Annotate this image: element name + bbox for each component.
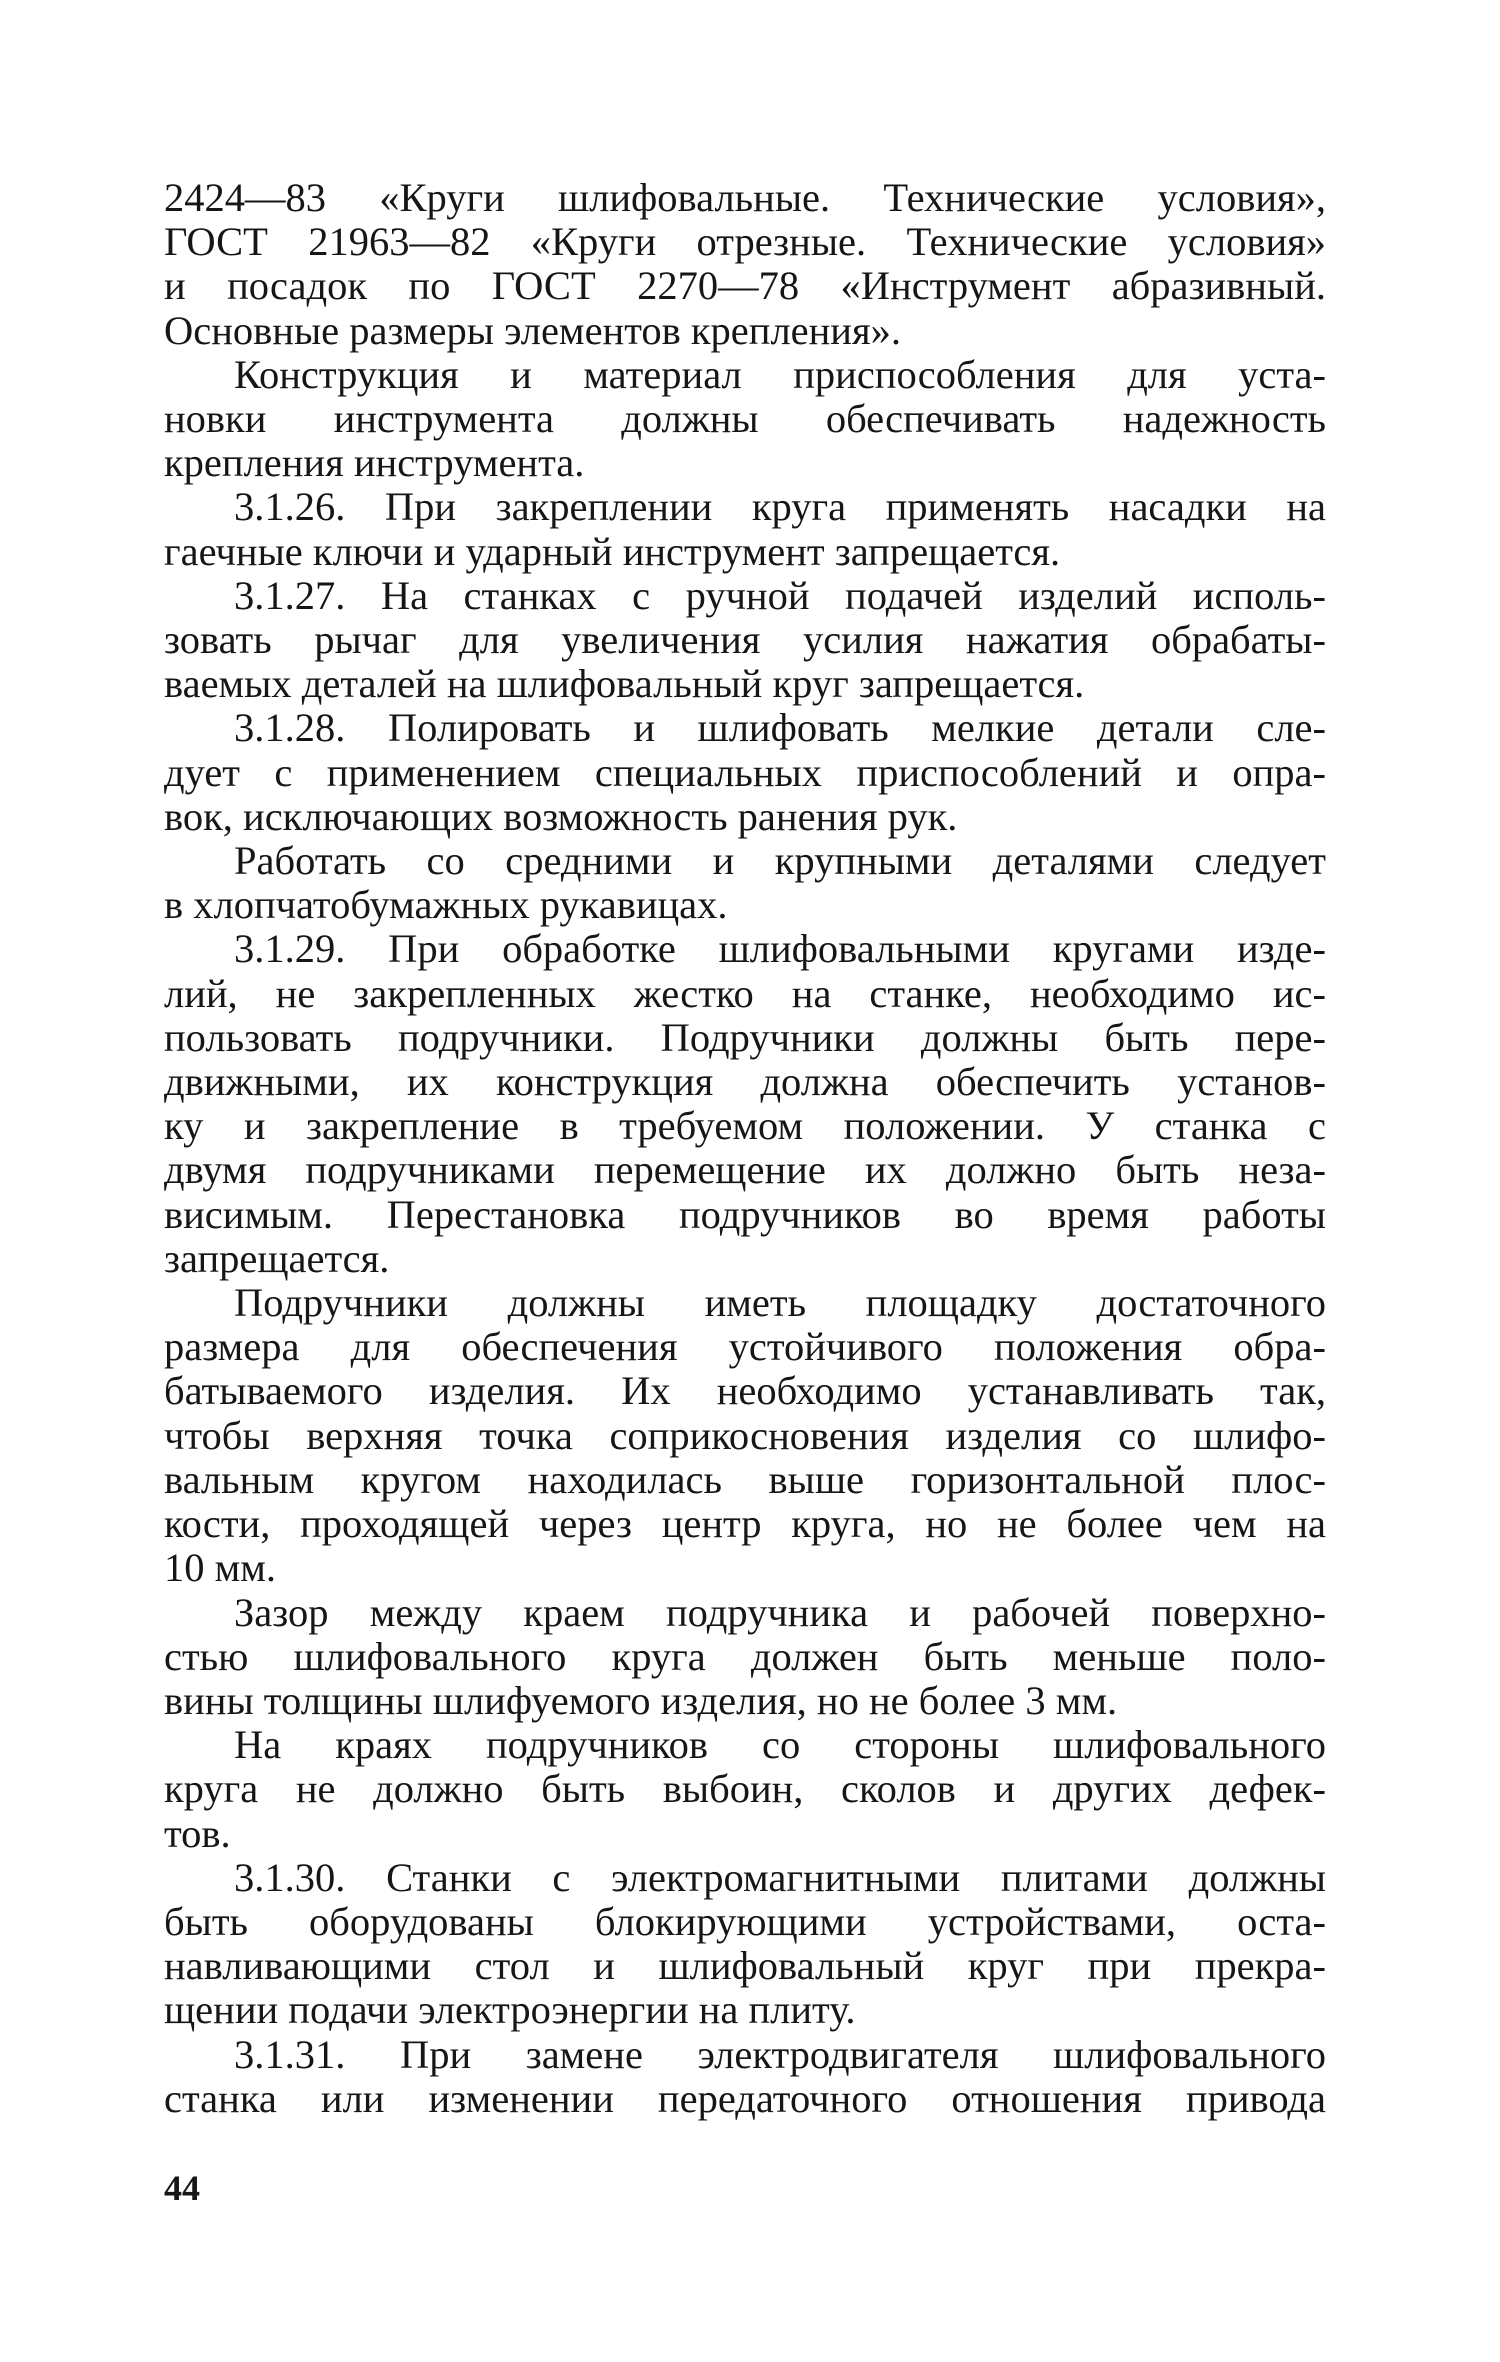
text-line: круга не должно быть выбоин, сколов и других дефек- xyxy=(164,1766,1326,1812)
paragraph-fixture-design xyxy=(164,353,1326,486)
text-line: щении подачи электроэнергии на плиту. xyxy=(164,1987,856,2033)
text-line: гаечные ключи и ударный инструмент запрещается. xyxy=(164,528,1061,574)
paragraph-gloves xyxy=(164,839,1326,927)
text-line: навливающими стол и шлифовальный круг при прекра- xyxy=(164,1943,1326,1989)
text-line: 3.1.31. При замене электродвигателя шлифовального xyxy=(234,2031,1326,2077)
paragraph-3-1-30 xyxy=(164,1856,1326,2033)
text-line: чтобы верхняя точка соприкосновения изделия со шлифо- xyxy=(164,1412,1326,1458)
text-line: Подручники должны иметь площадку достаточного xyxy=(234,1280,1326,1326)
text-line: быть оборудованы блокирующими устройствами, оста- xyxy=(164,1898,1326,1944)
paragraph-3-1-31 xyxy=(164,2033,1326,2121)
text-line: вок, исключающих возможность ранения рук. xyxy=(164,793,958,839)
text-line: двумя подручниками перемещение их должно быть неза- xyxy=(164,1147,1326,1193)
text-line: вины толщины шлифуемого изделия, но не более 3 мм. xyxy=(164,1677,1118,1723)
page-number: 44 xyxy=(164,2168,200,2208)
text-line: 3.1.30. Станки с электромагнитными плитами должны xyxy=(234,1854,1326,1900)
text-line: запрещается. xyxy=(164,1235,390,1281)
text-line: лий, не закрепленных жестко на станке, необходимо ис- xyxy=(164,970,1326,1016)
text-line: размера для обеспечения устойчивого положения обра- xyxy=(164,1324,1326,1370)
text-line: 3.1.28. Полировать и шлифовать мелкие детали сле- xyxy=(234,705,1326,751)
paragraph-edges xyxy=(164,1723,1326,1856)
text-line: батываемого изделия. Их необходимо устанавливать так, xyxy=(164,1368,1326,1414)
text-line: новки инструмента должны обеспечивать надежность xyxy=(164,396,1326,442)
text-line: станка или изменении передаточного отношения привода xyxy=(164,2075,1326,2121)
text-line: в хлопчатобумажных рукавицах. xyxy=(164,882,728,928)
text-line: Зазор между краем подручника и рабочей поверхно- xyxy=(234,1589,1326,1635)
text-line: 3.1.27. На станках с ручной подачей изделий исполь- xyxy=(234,572,1326,618)
document-page xyxy=(164,176,1326,2121)
text-line: дует с применением специальных приспособлений и опра- xyxy=(164,749,1326,795)
text-line: Работать со средними и крупными деталями следует xyxy=(234,838,1326,884)
text-line: ку и закрепление в требуемом положении. У станка с xyxy=(164,1103,1326,1149)
text-line: и посадок по ГОСТ 2270—78 «Инструмент абразивный. xyxy=(164,263,1326,309)
text-line: кости, проходящей через центр круга, но не более чем на xyxy=(164,1501,1326,1547)
text-line: висимым. Перестановка подручников во время работы xyxy=(164,1191,1326,1237)
paragraph-3-1-29 xyxy=(164,927,1326,1281)
text-line: Конструкция и материал приспособления для уста- xyxy=(234,351,1326,397)
text-line: стью шлифовального круга должен быть меньше поло- xyxy=(164,1633,1326,1679)
text-line: движными, их конструкция должна обеспечить установ- xyxy=(164,1059,1326,1105)
paragraph-3-1-27 xyxy=(164,574,1326,707)
paragraph-gap xyxy=(164,1591,1326,1724)
text-line: 10 мм. xyxy=(164,1545,277,1591)
text-line: тов. xyxy=(164,1810,231,1856)
text-line: 3.1.29. При обработке шлифовальными кругами изде- xyxy=(234,926,1326,972)
paragraph-3-1-26 xyxy=(164,485,1326,573)
text-line: крепления инструмента. xyxy=(164,440,585,486)
text-line: Основные размеры элементов крепления». xyxy=(164,307,901,353)
paragraph-gost-references xyxy=(164,176,1326,353)
text-line: пользовать подручники. Подручники должны быть пере- xyxy=(164,1014,1326,1060)
text-line: ваемых деталей на шлифовальный круг запрещается. xyxy=(164,661,1085,707)
text-line: ГОСТ 21963—82 «Круги отрезные. Технические условия» xyxy=(164,219,1326,265)
text-line: 2424—83 «Круги шлифовальные. Технические условия», xyxy=(164,175,1326,220)
text-line: зовать рычаг для увеличения усилия нажатия обрабаты- xyxy=(164,617,1326,663)
paragraph-tool-rest-platform xyxy=(164,1281,1326,1590)
text-line: 3.1.26. При закреплении круга применять насадки на xyxy=(234,484,1326,530)
text-line: На краях подручников со стороны шлифовального xyxy=(234,1722,1326,1768)
paragraph-3-1-28 xyxy=(164,706,1326,839)
text-line: вальным кругом находилась выше горизонтальной плос- xyxy=(164,1456,1326,1502)
